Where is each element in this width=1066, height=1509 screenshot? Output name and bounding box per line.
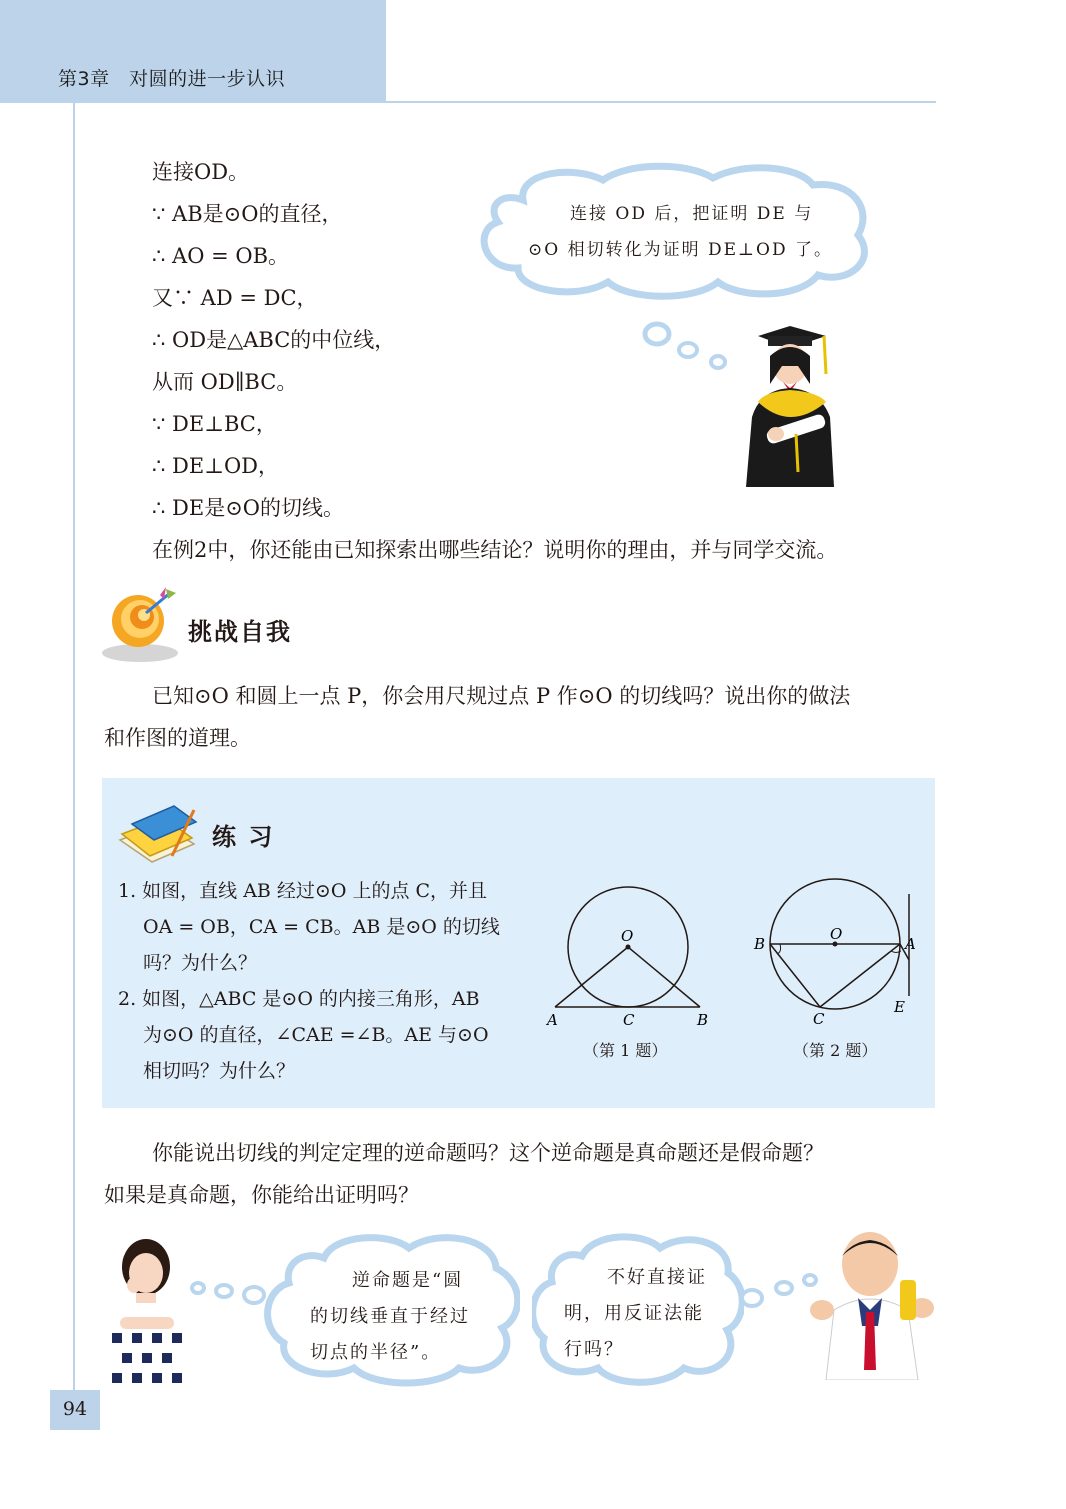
fig2-label-c: C <box>813 1010 825 1028</box>
proof-line-3: ∴ AO = OB。 <box>152 244 290 268</box>
fig1-label-c: C <box>623 1011 635 1029</box>
speech-right-line-2: 明，用反证法能 <box>564 1303 704 1324</box>
page-number: 94 <box>62 1398 88 1420</box>
fig2-label-a: A <box>905 935 916 953</box>
converse-line-1: 你能说出切线的判定定理的逆命题吗？这个逆命题是真命题还是假命题？ <box>152 1141 824 1165</box>
practice-item-2-line-2: 为⊙O 的直径，∠CAE =∠B。AE 与⊙O <box>143 1024 489 1046</box>
proof-line-2: ∵ AB是⊙O的直径， <box>152 202 343 226</box>
thinking-girl-illustration <box>104 1233 190 1391</box>
speech-left-line-2: 的切线垂直于经过 <box>310 1306 470 1327</box>
fig1-label-a: A <box>547 1011 558 1029</box>
thought-bubbles-left <box>188 1278 268 1308</box>
practice-title: 练 习 <box>212 823 275 851</box>
fig1-label-o: O <box>621 927 634 945</box>
graduate-student-illustration <box>738 322 838 487</box>
left-margin-rule <box>73 103 75 1393</box>
practice-item-1-line-3: 吗？为什么？ <box>143 952 258 974</box>
speech-left-line-1: 逆命题是“圆 <box>352 1270 464 1291</box>
practice-item-2-line-1: 2. 如图，△ABC 是⊙O 的内接三角形，AB <box>118 988 480 1010</box>
figure-1-caption: （第 1 题） <box>583 1041 668 1060</box>
thought-top-line-1: 连接 OD 后，把证明 DE 与 <box>570 204 814 224</box>
challenge-text-line-2: 和作图的道理。 <box>104 726 251 750</box>
challenge-title: 挑战自我 <box>188 618 292 646</box>
proof-line-4: 又∵ AD = DC， <box>152 286 318 310</box>
proof-line-8: ∴ DE⊥OD， <box>152 454 280 478</box>
proof-followup: 在例2中，你还能由已知探索出哪些结论？说明你的理由，并与同学交流。 <box>152 538 838 562</box>
figure-2-caption: （第 2 题） <box>793 1041 878 1060</box>
speech-left-line-3: 切点的半径”。 <box>310 1342 442 1363</box>
practice-item-1-line-2: OA = OB，CA = CB。AB 是⊙O 的切线 <box>143 916 500 938</box>
fig2-label-e: E <box>894 998 905 1016</box>
proof-line-1: 连接OD。 <box>152 160 250 184</box>
practice-item-2-line-3: 相切吗？为什么？ <box>143 1060 296 1082</box>
speech-right-line-1: 不好直接证 <box>607 1267 707 1288</box>
proof-line-7: ∵ DE⊥BC， <box>152 412 277 436</box>
challenge-text-line-1: 已知⊙O 和圆上一点 P，你会用尺规过点 P 作⊙O 的切线吗？说出你的做法 <box>152 684 851 708</box>
fig1-label-b: B <box>697 1011 709 1029</box>
speech-right-line-3: 行吗？ <box>564 1339 624 1360</box>
converse-line-2: 如果是真命题，你能给出证明吗？ <box>104 1183 419 1207</box>
fig2-label-b: B <box>754 935 766 953</box>
figure-2-diagram <box>750 872 930 1032</box>
proof-line-6: 从而 OD∥BC。 <box>152 370 298 394</box>
proof-line-5: ∴ OD是△ABC的中位线， <box>152 328 396 352</box>
notebook-icon <box>112 800 202 866</box>
practice-item-1-line-1: 1. 如图，直线 AB 经过⊙O 上的点 C，并且 <box>118 880 488 902</box>
header-rule <box>386 101 936 103</box>
proof-line-9: ∴ DE是⊙O的切线。 <box>152 496 345 520</box>
chapter-title: 第3章 对圆的进一步认识 <box>58 68 286 90</box>
fig2-label-o: O <box>830 925 843 943</box>
thought-top-line-2: ⊙O 相切转化为证明 DE⊥OD 了。 <box>528 240 833 260</box>
figure-1-diagram <box>540 875 720 1035</box>
boy-illustration <box>808 1230 936 1380</box>
thought-bubbles-top <box>640 320 735 375</box>
target-icon <box>100 585 180 665</box>
